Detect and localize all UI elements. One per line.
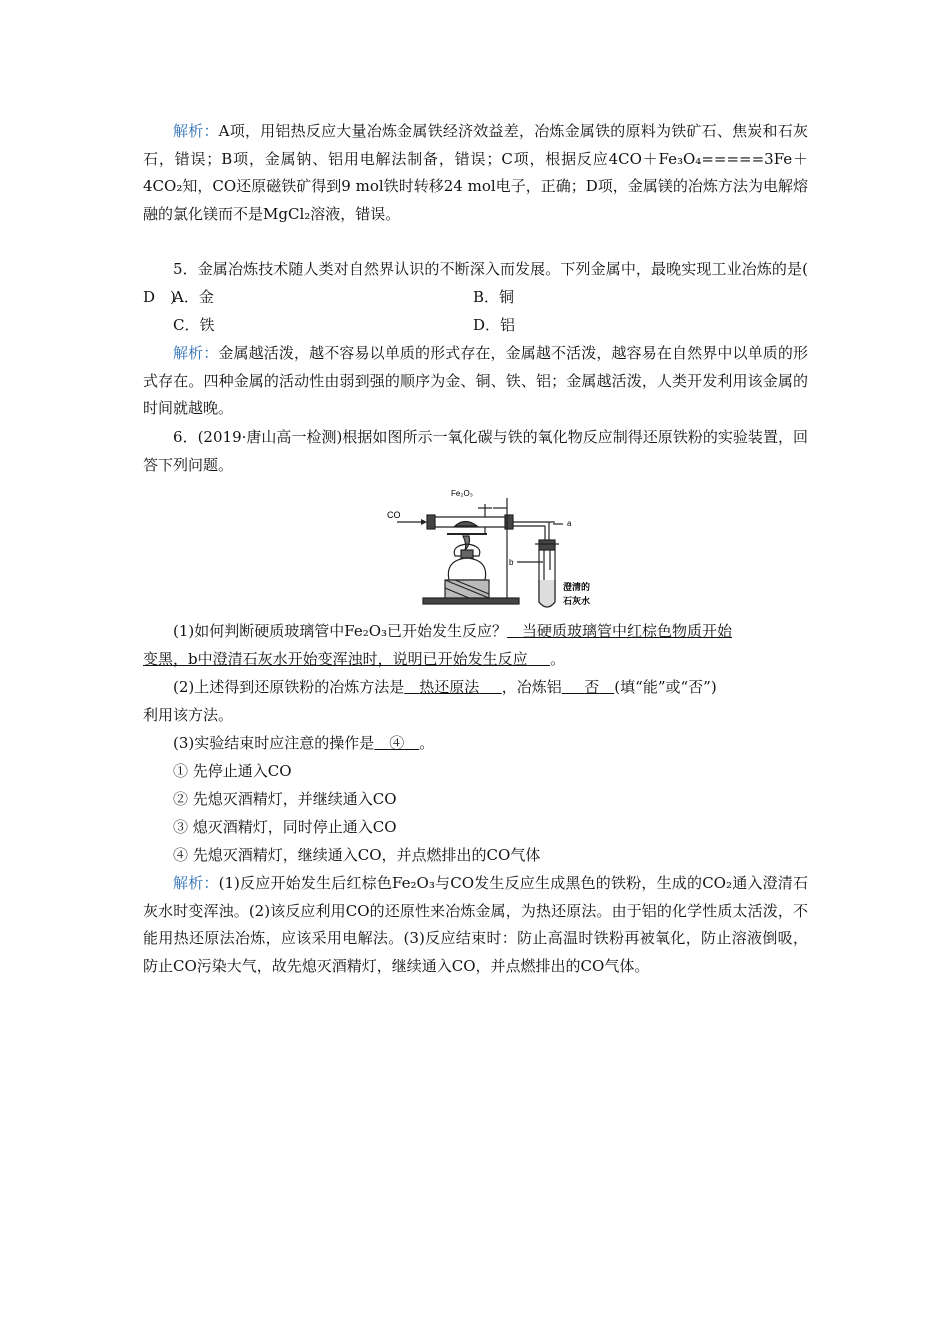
analysis-label: 解析： (173, 874, 219, 892)
subquestion-2-mid: ，冶炼铝 (501, 678, 562, 696)
subquestion-1-end: 。 (550, 650, 566, 668)
option-c: C．铁 (173, 316, 215, 334)
apparatus-diagram (385, 484, 615, 612)
label-a: a (567, 519, 572, 528)
analysis-text: A项，用铝热反应大量冶炼金属铁经济效益差，冶炼金属铁的原料为铁矿石、焦炭和石灰石，错误；B项，金属钠、铝用电解法制备，错误；C项，根据反应4CO＋Fe₃O₄=====3Fe＋4CO₂知，CO还原磁铁矿得到9 mol铁时转移24 mol电子，正确；D项，金属镁的冶炼方法为电解熔融的氯化镁而不是MgCl₂溶液，错误。 (143, 122, 808, 223)
subquestion-3-answer: ④ (389, 734, 405, 752)
choice-2: ② 先熄灭酒精灯，并继续通入CO (173, 790, 397, 808)
subquestion-3-end: 。 (419, 734, 435, 752)
analysis-q6 (143, 870, 808, 980)
subquestion-1-prefix: (1)如何判断硬质玻璃管中Fe₂O₃已开始发生反应？ (173, 622, 508, 640)
analysis-label: 解析： (173, 122, 219, 140)
analysis-q4 (143, 118, 808, 228)
subquestion-1-answer-part1: 当硬质玻璃管中红棕色物质开始 (522, 622, 733, 640)
question-6-stem: 6．(2019·唐山高一检测)根据如图所示一氧化碳与铁的氧化物反应制得还原铁粉的实验装置，回答下列问题。 (143, 428, 808, 474)
subquestion-2-suffix: (填“能”或“否”) (614, 678, 717, 696)
choice-3: ③ 熄灭酒精灯，同时停止通入CO (173, 818, 397, 836)
choice-1: ① 先停止通入CO (173, 762, 292, 780)
analysis-text: (1)反应开始发生后红棕色Fe₂O₃与CO发生反应生成黑色的铁粉，生成的CO₂通入澄清石灰水时变浑浊。(2)该反应利用CO的还原性来冶炼金属，为热还原法。由于铝的化学性质太活泼，不能用热还原法冶炼，应该采用电解法。(3)反应结束时：防止高温时铁粉再被氧化，防止溶液倒吸，防止CO污染大气，故先熄灭酒精灯，继续通入CO，并点燃排出的CO气体。 (143, 874, 808, 975)
choice-4: ④ 先熄灭酒精灯，继续通入CO，并点燃排出的CO气体 (173, 846, 541, 864)
option-a: A．金 (173, 288, 214, 306)
subquestion-2-answer-2: 否 (584, 678, 600, 696)
analysis-text: 金属越活泼，越不容易以单质的形式存在，金属越不活泼，越容易在自然界中以单质的形式存在。四种金属的活动性由弱到强的顺序为金、铜、铁、铝；金属越活泼，人类开发利用该金属的时间就越晚。 (143, 344, 808, 418)
option-b: B．铜 (473, 288, 515, 306)
subquestion-1-line1 (173, 618, 732, 646)
analysis-q5 (143, 340, 808, 423)
question-5-stem: 5．金属冶炼技术随人类对自然界认识的不断深入而发展。下列金属中，最晚实现工业冶炼的是( D ) (143, 260, 824, 306)
subquestion-1-answer-part2: 变黑，b中澄清石灰水开始变浑浊时，说明已开始发生反应 (143, 650, 528, 668)
subquestion-1-line2 (143, 646, 565, 674)
subquestion-2-line2: 利用该方法。 (143, 706, 234, 724)
limewater-label-1: 澄清的 (563, 582, 591, 592)
co-label: CO (387, 510, 401, 520)
fe2o3-label: Fe₂O₃ (451, 489, 473, 498)
subquestion-2-line1 (173, 674, 717, 702)
subquestion-2-prefix: (2)上述得到还原铁粉的冶炼方法是 (173, 678, 405, 696)
subquestion-3 (173, 730, 434, 758)
option-d: D．铝 (473, 316, 516, 334)
limewater-label-2: 石灰水 (563, 596, 591, 606)
label-b: b (509, 558, 514, 567)
subquestion-3-prefix: (3)实验结束时应注意的操作是 (173, 734, 375, 752)
subquestion-2-answer-1: 热还原法 (419, 678, 480, 696)
analysis-label: 解析： (173, 344, 219, 362)
